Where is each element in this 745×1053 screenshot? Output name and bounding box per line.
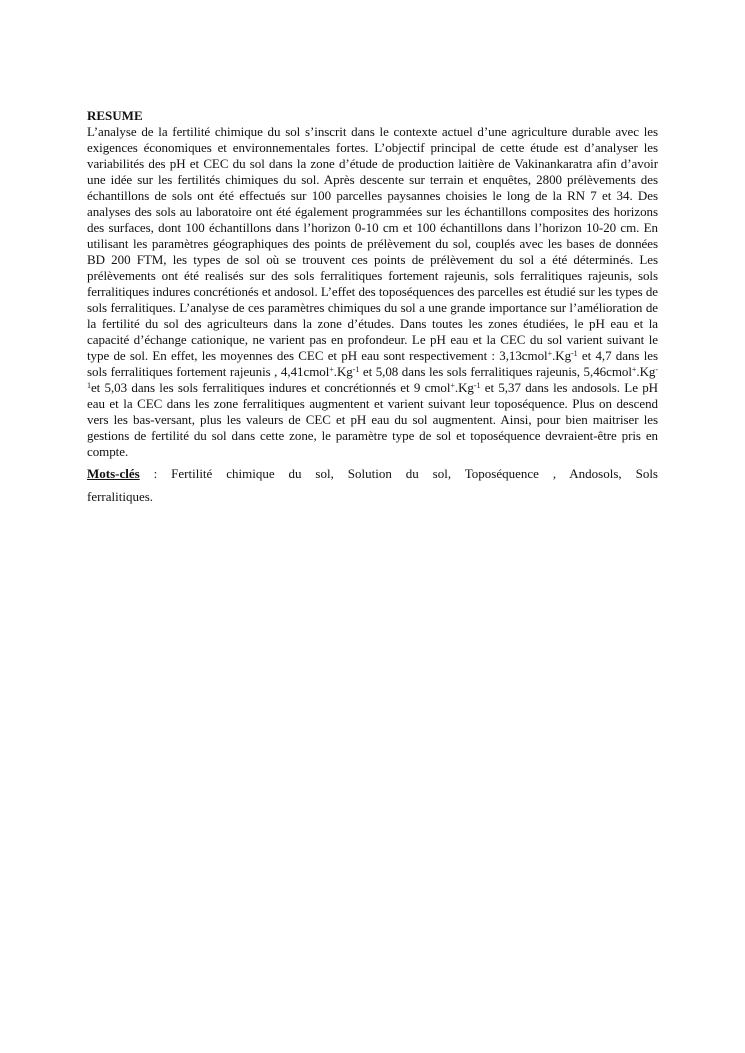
keywords-label: Mots-clés [87,466,140,481]
abstract-text: et 4,7 dans les sols ferralitiques fortement rajeunis , 4,41cmol [87,348,658,379]
superscript: + [631,365,637,374]
superscript: -1 [352,365,360,374]
abstract-paragraph [87,124,658,460]
superscript: -1 [87,365,658,390]
keywords-line [87,462,658,508]
abstract-text: .Kg [552,348,572,363]
keywords-separator: : [139,466,158,481]
abstract-text: .Kg [333,364,353,379]
superscript: -1 [473,381,481,390]
superscript: + [329,365,334,374]
abstract-text: et 5,37 dans les andosols. Le pH eau et la CEC dans les zone ferralitiques augmentent et varient suivant leur toposéquence. Plus on descend vers les bas-versant, plus les valeurs de CEC et pH eau du sol augmentent. Ainsi, pour bien maitriser les gestions de fertilité du sol dans cette zone, le paramètre type de sol et toposéquence devraient-être pris en compte. [87,380,658,459]
superscript: + [450,381,455,390]
abstract-text: L’analyse de la fertilité chimique du sol s’inscrit dans le contexte actuel d’une agriculture durable avec les exigences économiques et environnementales fortes. L’objectif principal de cette étude est d’analyser les variabilités des pH et CEC du sol dans la zone d’étude de production laitière de Vakinankaratra afin d’avoir une idée sur les fertilités chimiques du sol. Après descente sur terrain et enquêtes, 2800 prélèvements des échantillons de sols ont été effectués sur 100 parcelles paysannes choisies le long de la RN 7 et 34. Des analyses des sols au laboratoire ont été également programmées sur les échantillons composites des horizons des surfaces, dont 100 échantillons dans l’horizon 0-10 cm et 100 échantillons dans l’horizon 10-20 cm. En utilisant les paramètres géographiques des points de prélèvement du sol, couplés avec les bases de données BD 200 FTM, les types de sol où se trouvent ces points de prélèvement du sol a été déterminés. Les prélèvements ont été realisés sur des sols ferralitiques fortement rajeunis, sols ferralitiques rajeunis, sols ferralitiques indures concrétionés et andosol. L’effet des toposéquences des parcelles est étudié sur les types de sols ferralitiques. L’analyse de ces paramètres chimiques du sol a une grande importance sur l’amélioration de la fertilité du sol des agriculteurs dans la zone d’études. Dans toutes les zones étudiées, le pH eau et la capacité d’échange cationique, ne varient pas en profondeur. Le pH eau et la CEC du sol varient suivant le type de sol. En effet, les moyennes des CEC et pH eau sont respectivement : 3,13cmol [87,124,658,363]
abstract-text: et 5,03 dans les sols ferralitiques indures et concrétionnés et 9 cmol [90,380,451,395]
abstract-text: .Kg [454,380,474,395]
keywords-text: Fertilité chimique du sol, Solution du sol, Toposéquence , Andosols, Sols ferralitiques. [87,466,658,504]
abstract-heading: RESUME [87,108,143,123]
abstract-text: et 5,08 dans les sols ferralitiques rajeunis, 5,46cmol [359,364,632,379]
abstract-text: .Kg [636,364,656,379]
superscript: + [547,349,553,358]
superscript: -1 [571,349,578,358]
document-page [87,108,658,508]
